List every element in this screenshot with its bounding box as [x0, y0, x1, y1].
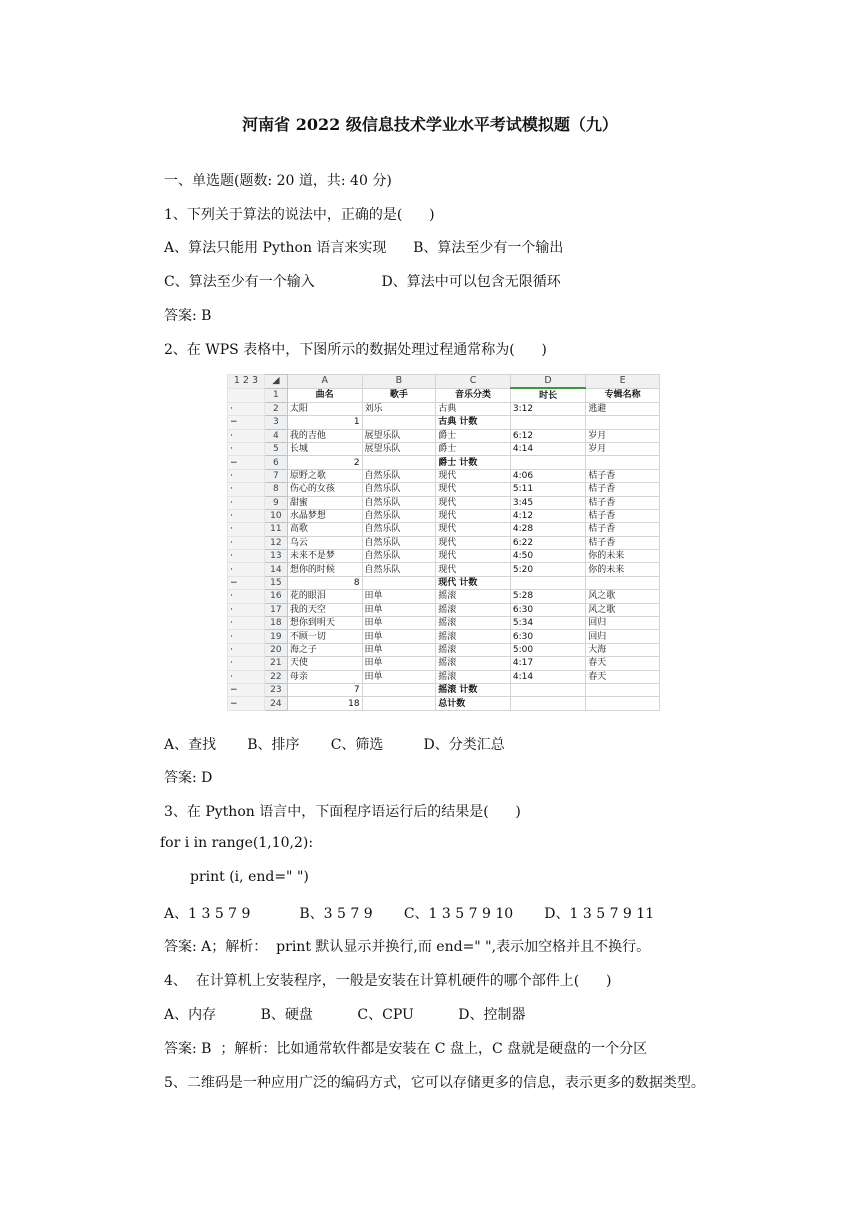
q4-stem: 4、 在计算机上安装程序，一般是安装在计算机硬件的哪个部件上( ) [164, 973, 612, 989]
cell-e[interactable] [586, 576, 660, 589]
sheet-row [228, 617, 660, 630]
q4-answer: 答案: B ；解析：比如通常软件都是安装在 C 盘上，C 盘就是硬盘的一个分区 [164, 1041, 648, 1057]
sheet-row [228, 523, 660, 536]
row-number[interactable]: 2 [264, 402, 287, 415]
cell-a[interactable]: 7 [287, 683, 362, 696]
outline-gutter[interactable]: · [228, 509, 265, 522]
cell-b[interactable]: 田单 [362, 603, 436, 616]
sheet-row [228, 697, 660, 710]
sheet-row [228, 509, 660, 522]
outline-level-2[interactable]: 2 [242, 375, 249, 387]
cell-a[interactable]: 伤心的女孩 [287, 483, 362, 496]
row-number[interactable]: 16 [264, 590, 287, 603]
cell-d[interactable]: 6:22 [510, 536, 585, 549]
cell-c[interactable]: 摇滚 [436, 643, 511, 656]
cell-e[interactable]: 风之歌 [586, 603, 660, 616]
cell-e[interactable]: 岁月 [586, 429, 660, 442]
outline-gutter[interactable]: − [228, 683, 265, 696]
q2-stem: 2、在 WPS 表格中，下图所示的数据处理过程通常称为( ) [164, 342, 547, 358]
cell-b[interactable] [362, 576, 436, 589]
cell-d[interactable] [510, 697, 585, 710]
cell-b[interactable]: 自然乐队 [362, 483, 436, 496]
cell-a[interactable]: 水晶梦想 [287, 509, 362, 522]
cell-b[interactable] [362, 683, 436, 696]
q1-answer: 答案: B [164, 308, 212, 324]
cell-a[interactable]: 8 [287, 576, 362, 589]
cell-c[interactable]: 爵士 计数 [436, 456, 511, 469]
sheet-row [228, 496, 660, 509]
row-number[interactable]: 21 [264, 657, 287, 670]
outline-gutter[interactable]: · [228, 630, 265, 643]
outline-gutter[interactable]: · [228, 563, 265, 576]
cell-e[interactable]: 春天 [586, 657, 660, 670]
cell-b[interactable]: 自然乐队 [362, 563, 436, 576]
row-number[interactable]: 6 [264, 456, 287, 469]
outline-gutter[interactable]: · [228, 603, 265, 616]
cell-a[interactable]: 未来不是梦 [287, 550, 362, 563]
cell-a[interactable]: 长城 [287, 442, 362, 455]
column-header-d[interactable]: D [510, 375, 585, 389]
sheet-row [228, 683, 660, 696]
cell-d[interactable] [510, 576, 585, 589]
q2-answer: 答案: D [164, 770, 213, 786]
sheet-row [228, 630, 660, 643]
cell-a[interactable]: 乌云 [287, 536, 362, 549]
row-number[interactable]: 1 [264, 388, 287, 402]
cell-c[interactable]: 现代 [436, 563, 511, 576]
cell-c[interactable]: 摇滚 计数 [436, 683, 511, 696]
row-number[interactable]: 22 [264, 670, 287, 683]
outline-gutter[interactable]: · [228, 550, 265, 563]
cell-e[interactable]: 大海 [586, 643, 660, 656]
cell-d[interactable] [510, 456, 585, 469]
sheet-row [228, 670, 660, 683]
cell-d[interactable]: 3:12 [510, 402, 585, 415]
cell-e[interactable]: 回归 [586, 617, 660, 630]
cell-e[interactable]: 桔子香 [586, 536, 660, 549]
column-header-b[interactable]: B [362, 375, 436, 389]
outline-gutter[interactable]: − [228, 697, 265, 710]
cell-a[interactable]: 天使 [287, 657, 362, 670]
cell-a[interactable]: 我的吉他 [287, 429, 362, 442]
cell-e[interactable]: 风之歌 [586, 590, 660, 603]
cell-e[interactable]: 桔子香 [586, 509, 660, 522]
cell-b[interactable]: 田单 [362, 643, 436, 656]
cell-d[interactable]: 4:06 [510, 469, 585, 482]
sheet-row [228, 442, 660, 455]
select-all-corner[interactable]: ◢ [264, 375, 287, 389]
cell-d[interactable]: 4:14 [510, 670, 585, 683]
cell-b[interactable]: 田单 [362, 657, 436, 670]
column-header-c[interactable]: C [436, 375, 511, 389]
outline-levels [228, 375, 265, 389]
cell-a[interactable]: 母亲 [287, 670, 362, 683]
outline-gutter[interactable]: · [228, 643, 265, 656]
cell-d[interactable] [510, 683, 585, 696]
q1-options-cd: C、算法至少有一个输入 D、算法中可以包含无限循环 [164, 274, 561, 290]
outline-gutter[interactable]: · [228, 402, 265, 415]
cell-d[interactable]: 5:11 [510, 483, 585, 496]
cell-d[interactable]: 4:50 [510, 550, 585, 563]
sheet-row [228, 563, 660, 576]
outline-gutter[interactable] [228, 388, 265, 402]
cell-d[interactable]: 6:30 [510, 603, 585, 616]
sheet-row [228, 643, 660, 656]
q2-options: A、查找 B、排序 C、筛选 D、分类汇总 [164, 737, 505, 753]
page-title: 河南省 2022 级信息技术学业水平考试模拟题（九） [242, 115, 618, 134]
q1-options-ab: A、算法只能用 Python 语言来实现 B、算法至少有一个输出 [164, 240, 564, 256]
cell-c[interactable]: 摇滚 [436, 630, 511, 643]
cell-c[interactable]: 摇滚 [436, 590, 511, 603]
cell-a[interactable]: 高歌 [287, 523, 362, 536]
outline-gutter[interactable]: · [228, 496, 265, 509]
row-number[interactable]: 10 [264, 509, 287, 522]
sheet-row [228, 657, 660, 670]
cell-c[interactable]: 现代 [436, 469, 511, 482]
row-number[interactable]: 14 [264, 563, 287, 576]
cell-b[interactable]: 自然乐队 [362, 536, 436, 549]
sheet-row [228, 402, 660, 415]
cell-a[interactable]: 想你到明天 [287, 617, 362, 630]
row-number[interactable]: 4 [264, 429, 287, 442]
cell-d[interactable]: 5:00 [510, 643, 585, 656]
cell-e[interactable]: 逃避 [586, 402, 660, 415]
row-number[interactable]: 19 [264, 630, 287, 643]
column-header-a[interactable]: A [287, 375, 362, 389]
outline-gutter[interactable]: − [228, 576, 265, 589]
cell-a[interactable]: 18 [287, 697, 362, 710]
cell-a[interactable]: 花的眼泪 [287, 590, 362, 603]
cell-d[interactable]: 4:28 [510, 523, 585, 536]
cell-c[interactable]: 现代 [436, 523, 511, 536]
q3-code-line-1: for i in range(1,10,2): [160, 835, 314, 851]
cell-b[interactable]: 展望乐队 [362, 442, 436, 455]
cell-d[interactable]: 6:30 [510, 630, 585, 643]
cell-a[interactable]: 想你的时候 [287, 563, 362, 576]
cell-a[interactable]: 不顾一切 [287, 630, 362, 643]
cell-e[interactable]: 桔子香 [586, 483, 660, 496]
cell-e[interactable]: 春天 [586, 670, 660, 683]
sheet-row [228, 456, 660, 469]
cell-b[interactable]: 自然乐队 [362, 523, 436, 536]
cell-e[interactable] [586, 683, 660, 696]
row-number[interactable]: 3 [264, 416, 287, 429]
row-number[interactable]: 17 [264, 603, 287, 616]
cell-a[interactable]: 甜蜜 [287, 496, 362, 509]
cell-d[interactable]: 4:12 [510, 509, 585, 522]
sheet-row [228, 590, 660, 603]
q3-options: A、1 3 5 7 9 B、3 5 7 9 C、1 3 5 7 9 10 D、1 3 5 7 9 11 [164, 906, 655, 922]
cell-c[interactable]: 摇滚 [436, 670, 511, 683]
cell-a[interactable]: 原野之歌 [287, 469, 362, 482]
cell-c[interactable]: 音乐分类 [436, 388, 511, 402]
sheet-row [228, 388, 660, 402]
q3-answer: 答案: A；解析： print 默认显示并换行,而 end=" ",表示加空格并且不换行。 [164, 939, 651, 955]
cell-d[interactable]: 5:28 [510, 590, 585, 603]
cell-c[interactable]: 现代 计数 [436, 576, 511, 589]
sheet-row [228, 469, 660, 482]
row-number[interactable]: 24 [264, 697, 287, 710]
row-number[interactable]: 9 [264, 496, 287, 509]
spreadsheet-table [227, 374, 660, 711]
row-number[interactable]: 20 [264, 643, 287, 656]
row-number[interactable]: 15 [264, 576, 287, 589]
cell-e[interactable]: 桔子香 [586, 469, 660, 482]
outline-gutter[interactable]: · [228, 536, 265, 549]
cell-c[interactable]: 古典 计数 [436, 416, 511, 429]
cell-c[interactable]: 古典 [436, 402, 511, 415]
cell-b[interactable] [362, 456, 436, 469]
cell-e[interactable]: 专辑名称 [586, 388, 660, 402]
outline-gutter[interactable]: − [228, 456, 265, 469]
outline-level-3[interactable]: 3 [252, 375, 259, 387]
cell-d[interactable]: 4:14 [510, 442, 585, 455]
outline-gutter[interactable]: · [228, 442, 265, 455]
row-number[interactable]: 7 [264, 469, 287, 482]
sheet-row [228, 576, 660, 589]
cell-e[interactable]: 桔子香 [586, 496, 660, 509]
cell-e[interactable]: 岁月 [586, 442, 660, 455]
cell-b[interactable]: 自然乐队 [362, 550, 436, 563]
cell-b[interactable]: 自然乐队 [362, 469, 436, 482]
cell-c[interactable]: 爵士 [436, 442, 511, 455]
row-number[interactable]: 8 [264, 483, 287, 496]
q5-stem: 5、二维码是一种应用广泛的编码方式，它可以存储更多的信息，表示更多的数据类型。 [164, 1075, 705, 1091]
cell-e[interactable] [586, 416, 660, 429]
cell-c[interactable]: 爵士 [436, 429, 511, 442]
cell-b[interactable] [362, 416, 436, 429]
cell-e[interactable] [586, 697, 660, 710]
cell-a[interactable]: 海之子 [287, 643, 362, 656]
column-header-e[interactable]: E [586, 375, 660, 389]
cell-c[interactable]: 摇滚 [436, 657, 511, 670]
cell-a[interactable]: 我的天空 [287, 603, 362, 616]
cell-c[interactable]: 现代 [436, 536, 511, 549]
spreadsheet-image [227, 374, 660, 712]
cell-b[interactable]: 田单 [362, 590, 436, 603]
q4-options: A、内存 B、硬盘 C、CPU D、控制器 [164, 1007, 526, 1023]
cell-e[interactable]: 桔子香 [586, 523, 660, 536]
outline-gutter[interactable]: · [228, 469, 265, 482]
cell-e[interactable]: 你的未来 [586, 563, 660, 576]
cell-b[interactable]: 歌手 [362, 388, 436, 402]
cell-c[interactable]: 现代 [436, 509, 511, 522]
sheet-row [228, 550, 660, 563]
outline-gutter[interactable]: · [228, 523, 265, 536]
sheet-row [228, 416, 660, 429]
outline-gutter[interactable]: − [228, 416, 265, 429]
row-number[interactable]: 18 [264, 617, 287, 630]
cell-d[interactable]: 5:34 [510, 617, 585, 630]
cell-c[interactable]: 现代 [436, 483, 511, 496]
cell-d[interactable]: 6:12 [510, 429, 585, 442]
row-number[interactable]: 12 [264, 536, 287, 549]
cell-b[interactable]: 刘乐 [362, 402, 436, 415]
cell-b[interactable]: 田单 [362, 617, 436, 630]
cell-e[interactable]: 回归 [586, 630, 660, 643]
row-number[interactable]: 11 [264, 523, 287, 536]
section-heading: 一、单选题(题数: 20 道，共: 40 分) [164, 173, 392, 189]
outline-gutter[interactable]: · [228, 590, 265, 603]
cell-e[interactable]: 你的未来 [586, 550, 660, 563]
q1-stem: 1、下列关于算法的说法中，正确的是( ) [164, 207, 435, 223]
sheet-row [228, 483, 660, 496]
cell-c[interactable]: 摇滚 [436, 617, 511, 630]
cell-b[interactable]: 自然乐队 [362, 496, 436, 509]
cell-d[interactable]: 4:17 [510, 657, 585, 670]
row-number[interactable]: 13 [264, 550, 287, 563]
cell-c[interactable]: 现代 [436, 550, 511, 563]
cell-a[interactable]: 1 [287, 416, 362, 429]
q3-code-line-2: print (i, end=" ") [190, 869, 309, 885]
row-number[interactable]: 23 [264, 683, 287, 696]
cell-c[interactable]: 总计数 [436, 697, 511, 710]
cell-d[interactable]: 3:45 [510, 496, 585, 509]
cell-d[interactable]: 时长 [510, 388, 585, 402]
cell-c[interactable]: 现代 [436, 496, 511, 509]
outline-level-1[interactable]: 1 [233, 375, 240, 387]
sheet-row [228, 429, 660, 442]
sheet-row [228, 603, 660, 616]
cell-b[interactable]: 田单 [362, 670, 436, 683]
cell-b[interactable]: 自然乐队 [362, 509, 436, 522]
cell-d[interactable]: 5:20 [510, 563, 585, 576]
cell-c[interactable]: 摇滚 [436, 603, 511, 616]
cell-b[interactable]: 展望乐队 [362, 429, 436, 442]
row-number[interactable]: 5 [264, 442, 287, 455]
cell-a[interactable]: 2 [287, 456, 362, 469]
cell-b[interactable]: 田单 [362, 630, 436, 643]
outline-gutter[interactable]: · [228, 670, 265, 683]
sheet-row [228, 536, 660, 549]
cell-b[interactable] [362, 697, 436, 710]
column-header-row [228, 375, 660, 389]
cell-a[interactable]: 曲名 [287, 388, 362, 402]
outline-gutter[interactable]: · [228, 483, 265, 496]
outline-gutter[interactable]: · [228, 429, 265, 442]
cell-e[interactable] [586, 456, 660, 469]
outline-gutter[interactable]: · [228, 657, 265, 670]
q3-stem: 3、在 Python 语言中，下面程序语运行后的结果是( ) [164, 804, 521, 820]
cell-a[interactable]: 太阳 [287, 402, 362, 415]
cell-d[interactable] [510, 416, 585, 429]
outline-gutter[interactable]: · [228, 617, 265, 630]
